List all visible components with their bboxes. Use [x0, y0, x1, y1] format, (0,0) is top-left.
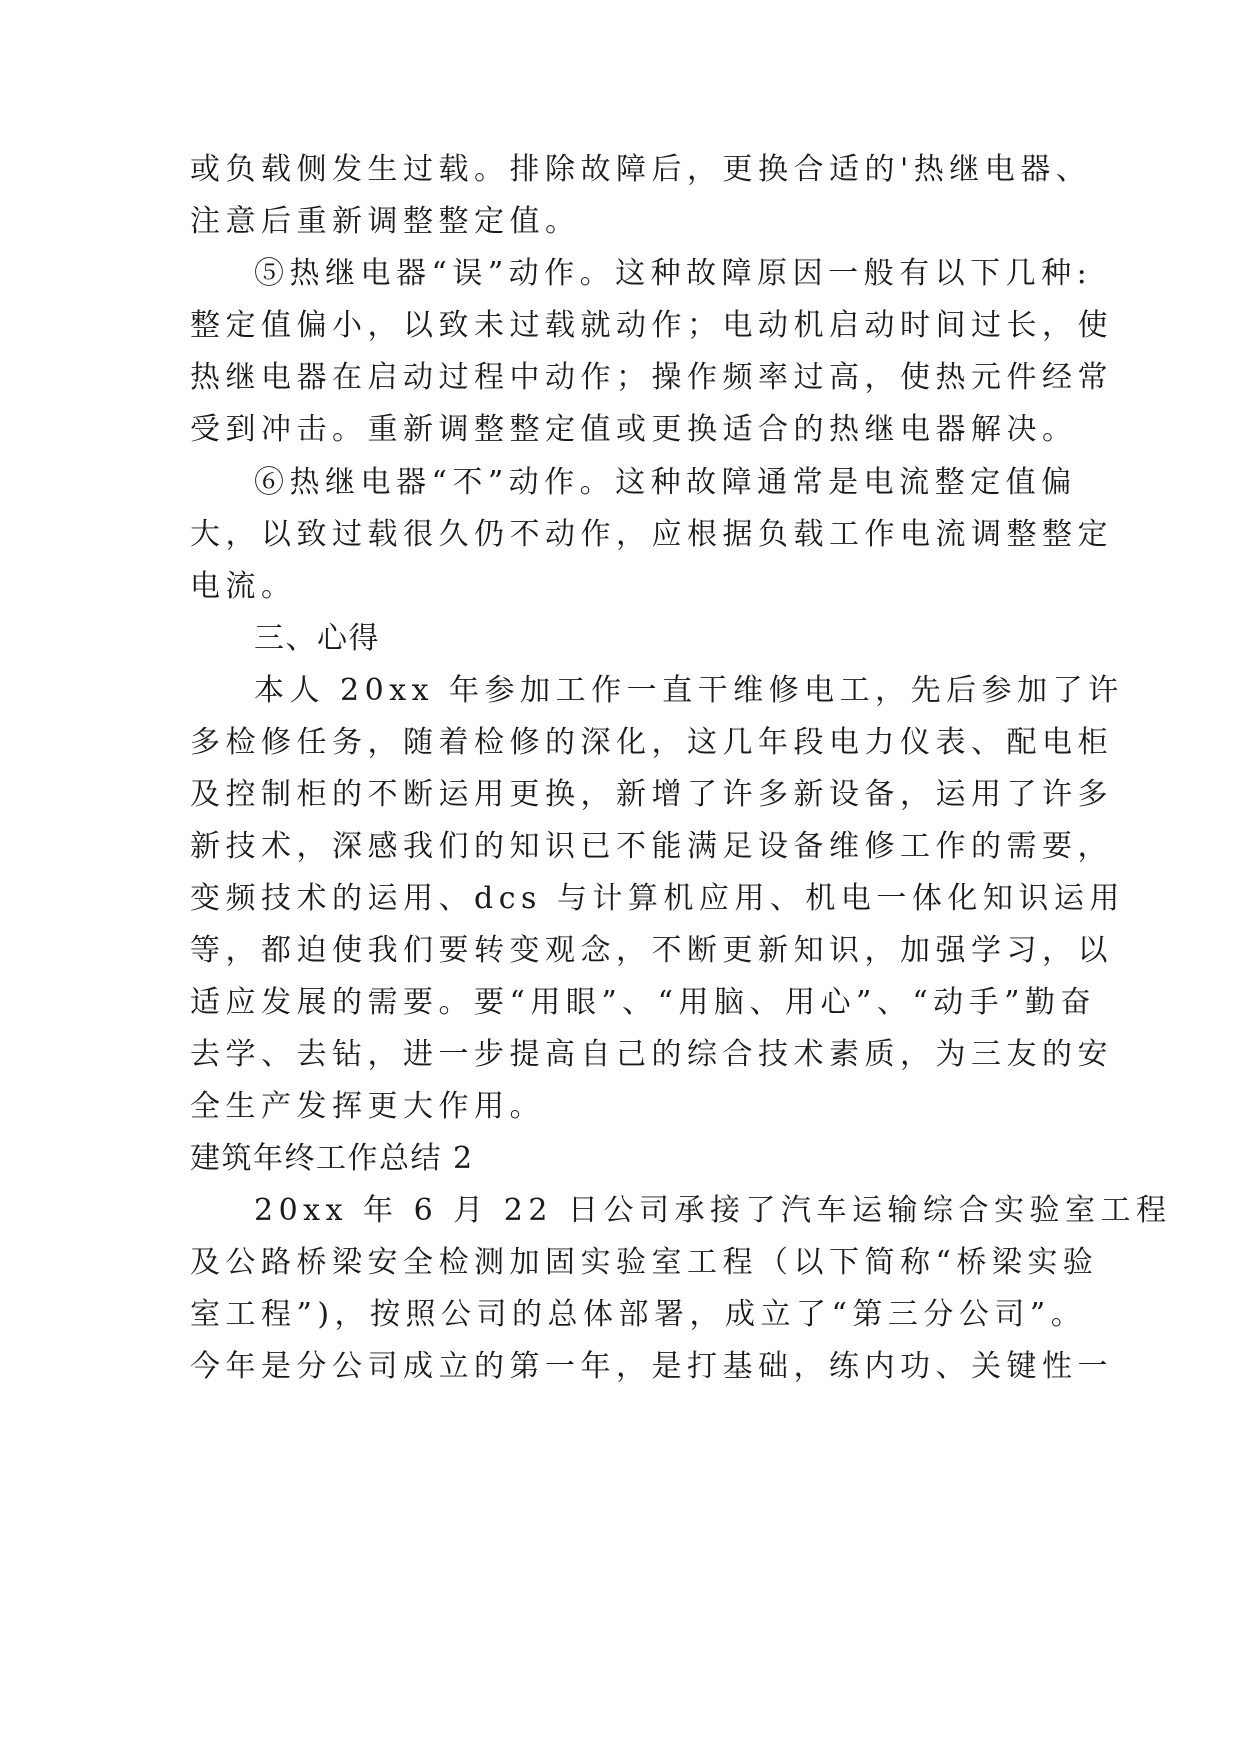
paragraph-line: 新技术，深感我们的知识已不能满足设备维修工作的需要，: [190, 829, 1113, 864]
paragraph-line: 受到冲击。重新调整整定值或更换适合的热继电器解决。: [190, 412, 1078, 447]
paragraph-line: 变频技术的运用、dcs 与计算机应用、机电一体化知识运用: [190, 881, 1125, 916]
paragraph-line: 等，都迫使我们要转变观念，不断更新知识，加强学习，以: [190, 933, 1113, 968]
paragraph-line: 热继电器在启动过程中动作；操作频率过高，使热元件经常: [190, 360, 1113, 395]
paragraph-line: 整定值偏小，以致未过载就动作；电动机启动时间过长，使: [190, 308, 1113, 343]
paragraph-line: 及公路桥梁安全检测加固实验室工程（以下简称“桥梁实验: [190, 1245, 1099, 1280]
paragraph-line: 大，以致过载很久仍不动作，应根据负载工作电流调整整定: [190, 517, 1113, 552]
paragraph-line: 室工程”)，按照公司的总体部署，成立了“第三分公司”。: [190, 1297, 1087, 1332]
paragraph-line: ⑤热继电器“误”动作。这种故障原因一般有以下几种:: [254, 256, 1093, 291]
section-heading: 三、心得: [254, 621, 380, 656]
paragraph-line: 电流。: [190, 569, 297, 604]
article-title: 建筑年终工作总结 2: [190, 1141, 474, 1176]
paragraph-line: ⑥热继电器“不”动作。这种故障通常是电流整定值偏: [254, 465, 1077, 500]
paragraph-line: 20xx 年 6 月 22 日公司承接了汽车运输综合实验室工程: [254, 1193, 1172, 1228]
paragraph-line: 适应发展的需要。要“用眼”、“用脑、用心”、“动手”勤奋: [190, 985, 1097, 1020]
paragraph-line: 去学、去钻，进一步提高自己的综合技术素质，为三友的安: [190, 1037, 1113, 1072]
paragraph-line: 全生产发挥更大作用。: [190, 1089, 545, 1124]
paragraph-line: 及控制柜的不断运用更换，新增了许多新设备，运用了许多: [190, 777, 1113, 812]
paragraph-line: 今年是分公司成立的第一年，是打基础，练内功、关键性一: [190, 1349, 1113, 1384]
paragraph-line: 多检修任务，随着检修的深化，这几年段电力仪表、配电柜: [190, 725, 1113, 760]
paragraph-line: 本人 20xx 年参加工作一直干维修电工，先后参加了许: [254, 673, 1124, 708]
paragraph-line: 或负载侧发生过载。排除故障后，更换合适的'热继电器、: [190, 152, 1092, 187]
paragraph-line: 注意后重新调整整定值。: [190, 204, 581, 239]
